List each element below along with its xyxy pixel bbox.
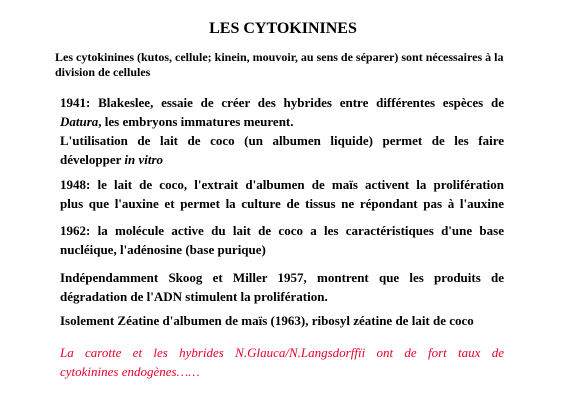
paragraph-1948-line-2: plus que l'auxine et permet la culture de tissus ne répondant pas à l'auxine: [60, 196, 504, 211]
intro-line-2: division de cellules: [55, 65, 151, 79]
paragraph-zeatine: [60, 311, 504, 330]
paragraph-carotte-line-1: La carotte et les hybrides N.Glauca/N.Langsdorffïi ont de fort taux de: [60, 345, 504, 360]
paragraph-carotte-line-2: cytokinines endogènes……: [60, 364, 200, 379]
paragraph-1941-line-1: 1941: Blakeslee, essaie de créer des hybrides entre différentes espèces de: [60, 95, 504, 110]
paragraph-skoog-miller-line-2: dégradation de l'ADN stimulent la prolifération.: [60, 289, 328, 304]
paragraph-skoog-miller-line-1: Indépendamment Skoog et Miller 1957, montrent que les produits de: [60, 270, 504, 285]
paragraph-1962-line-1: 1962: la molécule active du lait de coco a les caractéristiques d'une base: [60, 223, 504, 238]
paragraph-1941: [60, 93, 504, 169]
paragraph-1948-line-1: 1948: le lait de coco, l'extrait d'albumen de maïs activent la prolifération: [60, 177, 504, 192]
paragraph-1941-line-2: [60, 112, 504, 131]
paragraph-1941-line-4: [60, 150, 504, 169]
datura-italic: Datura: [60, 114, 99, 129]
paragraph-1941-line-2-rest: , les embryons immatures meurent.: [98, 114, 294, 129]
in-vitro-italic: in vitro: [124, 152, 164, 167]
paragraph-1941-line-4-pre: développer: [60, 152, 125, 167]
intro-paragraph: [55, 50, 525, 80]
page-title: LES CYTOKININES: [209, 20, 357, 37]
paragraph-1948: [60, 175, 504, 213]
paragraph-carotte-red: [60, 343, 504, 381]
paragraph-1941-line-3: L'utilisation de lait de coco (un albumen liquide) permet de les faire: [60, 133, 504, 148]
paragraph-zeatine-line-1: Isolement Zéatine d'albumen de maïs (1963), ribosyl zéatine de lait de coco: [60, 313, 474, 328]
paragraph-skoog-miller: [60, 268, 504, 306]
intro-line-1: Les cytokinines (kutos, cellule; kinein, mouvoir, au sens de séparer) sont nécessaires à la: [55, 50, 504, 64]
paragraph-1962-line-2: nucléique, l'adénosine (base purique): [60, 242, 266, 257]
paragraph-1962: [60, 221, 504, 259]
